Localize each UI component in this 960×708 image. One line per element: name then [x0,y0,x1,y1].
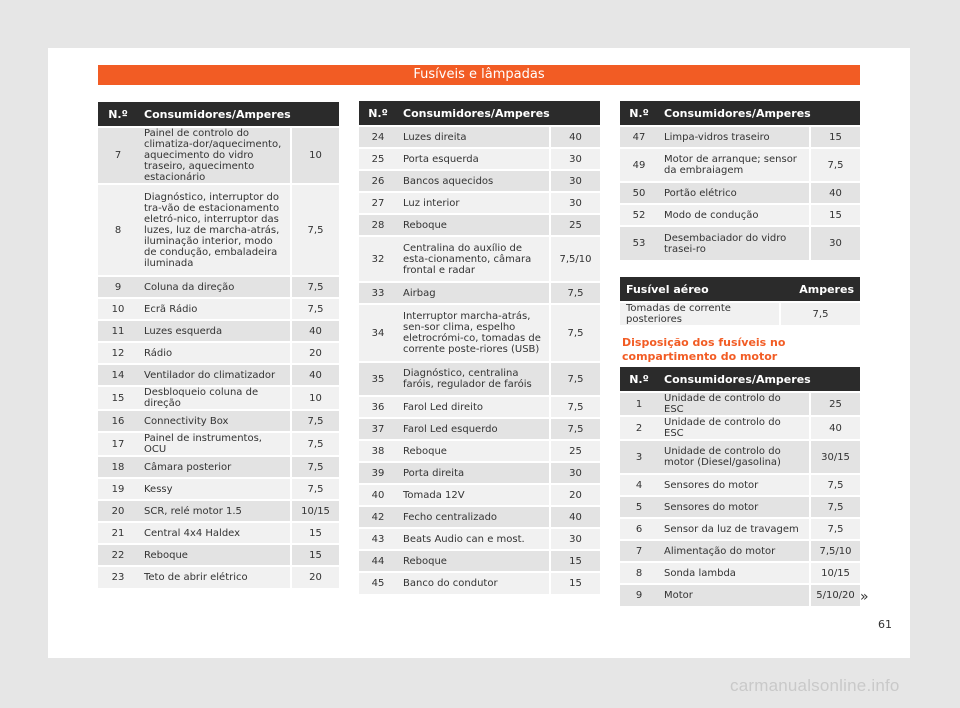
row-amperes: 7,5 [291,184,339,276]
row-amperes: 25 [810,392,860,416]
row-number: 24 [359,126,397,148]
row-description: Diagnóstico, centralina faróis, regulador de faróis [397,362,550,396]
row-number: 22 [98,544,138,566]
table-row [98,410,339,432]
table-row [98,184,339,276]
row-amperes: 30 [550,148,600,170]
row-number: 40 [359,484,397,506]
row-number: 43 [359,528,397,550]
row-description: Painel de controlo do climatiza-dor/aquecimento, aquecimento do vidro traseiro, aquecimento estacionário [138,127,291,184]
row-description: Connectivity Box [138,410,291,432]
row-number: 14 [98,364,138,386]
header-number: N.º [620,367,658,392]
row-amperes: 15 [550,550,600,572]
row-number: 32 [359,236,397,282]
row-amperes: 40 [810,416,860,440]
row-number: 33 [359,282,397,304]
table-row [620,518,860,540]
table-row [98,386,339,410]
row-description: Rádio [138,342,291,364]
row-amperes: 7,5 [291,410,339,432]
row-description: Motor [658,584,810,606]
row-number: 44 [359,550,397,572]
row-description: Airbag [397,282,550,304]
row-number: 35 [359,362,397,396]
row-amperes: 7,5 [780,302,860,325]
row-amperes: 7,5 [291,298,339,320]
row-amperes: 10/15 [291,500,339,522]
table-row [98,320,339,342]
row-amperes: 30 [550,192,600,214]
row-amperes: 7,5 [291,478,339,500]
row-number: 34 [359,304,397,362]
row-number: 9 [98,276,138,298]
row-amperes: 7,5/10 [810,540,860,562]
row-amperes: 20 [291,342,339,364]
table-row [98,364,339,386]
row-number: 49 [620,148,658,182]
row-amperes: 15 [550,572,600,594]
row-amperes: 10 [291,386,339,410]
row-description: Diagnóstico, interruptor do tra-vão de estacionamento eletró-nico, interruptor das luzes, luz de marcha-atrás, iluminação interior, modo de condução, embaladeira iluminada [138,184,291,276]
table-row [359,170,600,192]
fuse-table-1 [98,102,339,588]
table-row [620,392,860,416]
table-row [620,182,860,204]
table-row [359,126,600,148]
table-row [98,456,339,478]
row-description: Reboque [397,214,550,236]
row-description: Motor de arranque; sensor da embraiagem [658,148,810,182]
page-number: 61 [878,618,892,631]
row-number: 38 [359,440,397,462]
row-number: 2 [620,416,658,440]
row-amperes: 40 [291,320,339,342]
table-row [359,304,600,362]
row-amperes: 7,5 [550,362,600,396]
row-description: Coluna da direção [138,276,291,298]
section-banner: Fusíveis e lâmpadas [98,65,860,85]
row-amperes: 5/10/20 [810,584,860,606]
table-row [359,214,600,236]
table-row [359,550,600,572]
table-row [620,496,860,518]
row-number: 21 [98,522,138,544]
table-row [620,562,860,584]
table-row [620,474,860,496]
row-description: Desbloqueio coluna de direção [138,386,291,410]
row-amperes: 20 [550,484,600,506]
row-description: Portão elétrico [658,182,810,204]
row-description: Beats Audio can e most. [397,528,550,550]
table-row [359,396,600,418]
table2-body [359,126,600,594]
row-amperes: 7,5/10 [550,236,600,282]
row-amperes: 7,5 [291,432,339,456]
row-number: 20 [98,500,138,522]
header-consumers: Consumidores/Amperes [397,101,600,126]
row-amperes: 7,5 [291,276,339,298]
row-amperes: 7,5 [810,496,860,518]
row-number: 47 [620,126,658,148]
row-number: 26 [359,170,397,192]
row-number: 17 [98,432,138,456]
header-number: N.º [620,101,658,126]
table1-body [98,127,339,588]
table-row [359,528,600,550]
row-description: Desembaciador do vidro trasei-ro [658,226,810,260]
row-number: 37 [359,418,397,440]
row-number: 19 [98,478,138,500]
table-row [620,126,860,148]
row-description: Fecho centralizado [397,506,550,528]
table-row [620,204,860,226]
table-row [620,440,860,474]
table-row [620,226,860,260]
row-number: 36 [359,396,397,418]
row-number: 12 [98,342,138,364]
table-row [98,127,339,184]
table-row [359,192,600,214]
row-description: Bancos aquecidos [397,170,550,192]
table-row [620,416,860,440]
row-description: Painel de instrumentos, OCU [138,432,291,456]
row-amperes: 7,5 [550,418,600,440]
table-row [620,148,860,182]
row-description: Luz interior [397,192,550,214]
row-description: Sensor da luz de travagem [658,518,810,540]
row-amperes: 30 [550,170,600,192]
row-number: 53 [620,226,658,260]
continue-marker: » [860,589,869,605]
row-description: Central 4x4 Haldex [138,522,291,544]
row-description: Limpa-vidros traseiro [658,126,810,148]
table-row [359,148,600,170]
row-amperes: 30 [810,226,860,260]
row-description: Modo de condução [658,204,810,226]
row-number: 16 [98,410,138,432]
table-row [359,236,600,282]
row-description: SCR, relé motor 1.5 [138,500,291,522]
fuse-table-2 [359,101,600,594]
header-overhead-fuse: Fusível aéreo [620,277,780,302]
row-description: Sonda lambda [658,562,810,584]
table-row [359,418,600,440]
row-description: Sensores do motor [658,496,810,518]
row-amperes: 7,5 [550,282,600,304]
row-number: 4 [620,474,658,496]
table-row [359,362,600,396]
row-description: Banco do condutor [397,572,550,594]
fuse-table-3 [620,101,860,260]
row-description: Farol Led esquerdo [397,418,550,440]
row-amperes: 25 [550,214,600,236]
engine-fuse-table [620,367,860,606]
row-description: Luzes esquerda [138,320,291,342]
row-amperes: 40 [291,364,339,386]
header-consumers: Consumidores/Amperes [658,101,860,126]
row-amperes: 25 [550,440,600,462]
row-amperes: 15 [291,544,339,566]
table-row [620,584,860,606]
row-number: 7 [98,127,138,184]
row-number: 27 [359,192,397,214]
row-number: 45 [359,572,397,594]
row-description: Reboque [397,440,550,462]
row-description: Reboque [138,544,291,566]
row-amperes: 7,5 [550,304,600,362]
table-row [359,282,600,304]
row-description: Luzes direita [397,126,550,148]
row-number: 23 [98,566,138,588]
row-amperes: 30 [550,528,600,550]
row-amperes: 7,5 [810,148,860,182]
row-number: 42 [359,506,397,528]
header-number: N.º [98,102,138,127]
row-number: 50 [620,182,658,204]
row-number: 10 [98,298,138,320]
row-number: 8 [620,562,658,584]
row-number: 39 [359,462,397,484]
row-amperes: 7,5 [550,396,600,418]
row-description: Ecrã Rádio [138,298,291,320]
row-number: 11 [98,320,138,342]
row-description: Teto de abrir elétrico [138,566,291,588]
table-row [98,342,339,364]
table-row [359,506,600,528]
row-number: 28 [359,214,397,236]
row-description: Tomadas de corrente posteriores [620,302,780,325]
engine-fuses-title: Disposição dos fusíveis no compartimento do motor [622,336,786,363]
row-amperes: 40 [550,126,600,148]
header-consumers: Consumidores/Amperes [138,102,339,127]
row-description: Farol Led direito [397,396,550,418]
table-row [98,432,339,456]
row-number: 3 [620,440,658,474]
table5-body [620,392,860,606]
row-amperes: 20 [291,566,339,588]
row-amperes: 15 [291,522,339,544]
row-number: 1 [620,392,658,416]
row-description: Alimentação do motor [658,540,810,562]
table-row [98,544,339,566]
row-number: 5 [620,496,658,518]
table-row [98,522,339,544]
row-amperes: 15 [810,126,860,148]
row-number: 6 [620,518,658,540]
table-row [359,484,600,506]
row-description: Interruptor marcha-atrás, sen-sor clima, espelho eletrocrómi-co, tomadas de corrente poste-riores (USB) [397,304,550,362]
table-row [98,298,339,320]
table3-body [620,126,860,260]
row-number: 15 [98,386,138,410]
table-row [98,566,339,588]
row-description: Ventilador do climatizador [138,364,291,386]
row-number: 18 [98,456,138,478]
table-row [98,500,339,522]
overhead-fuse-table [620,277,860,325]
row-description: Kessy [138,478,291,500]
row-description: Unidade de controlo do motor (Diesel/gasolina) [658,440,810,474]
row-number: 8 [98,184,138,276]
row-amperes: 15 [810,204,860,226]
row-number: 25 [359,148,397,170]
header-number: N.º [359,101,397,126]
row-description: Câmara posterior [138,456,291,478]
row-amperes: 7,5 [810,518,860,540]
header-amperes: Amperes [780,277,860,302]
row-amperes: 40 [550,506,600,528]
row-amperes: 30/15 [810,440,860,474]
row-number: 7 [620,540,658,562]
table-row [98,478,339,500]
row-description: Porta direita [397,462,550,484]
row-number: 52 [620,204,658,226]
row-amperes: 10/15 [810,562,860,584]
table-row [620,540,860,562]
row-description: Sensores do motor [658,474,810,496]
row-amperes: 30 [550,462,600,484]
table-row [359,572,600,594]
row-amperes: 7,5 [291,456,339,478]
table-row [359,440,600,462]
row-amperes: 7,5 [810,474,860,496]
row-description: Unidade de controlo do ESC [658,416,810,440]
row-number: 9 [620,584,658,606]
table-row [359,462,600,484]
table-row [620,302,860,325]
table-row [98,276,339,298]
row-amperes: 10 [291,127,339,184]
row-description: Unidade de controlo do ESC [658,392,810,416]
row-amperes: 40 [810,182,860,204]
header-consumers: Consumidores/Amperes [658,367,860,392]
row-description: Tomada 12V [397,484,550,506]
watermark: carmanualsonline.info [730,676,900,695]
row-description: Reboque [397,550,550,572]
row-description: Porta esquerda [397,148,550,170]
row-description: Centralina do auxílio de esta-cionamento, câmara frontal e radar [397,236,550,282]
